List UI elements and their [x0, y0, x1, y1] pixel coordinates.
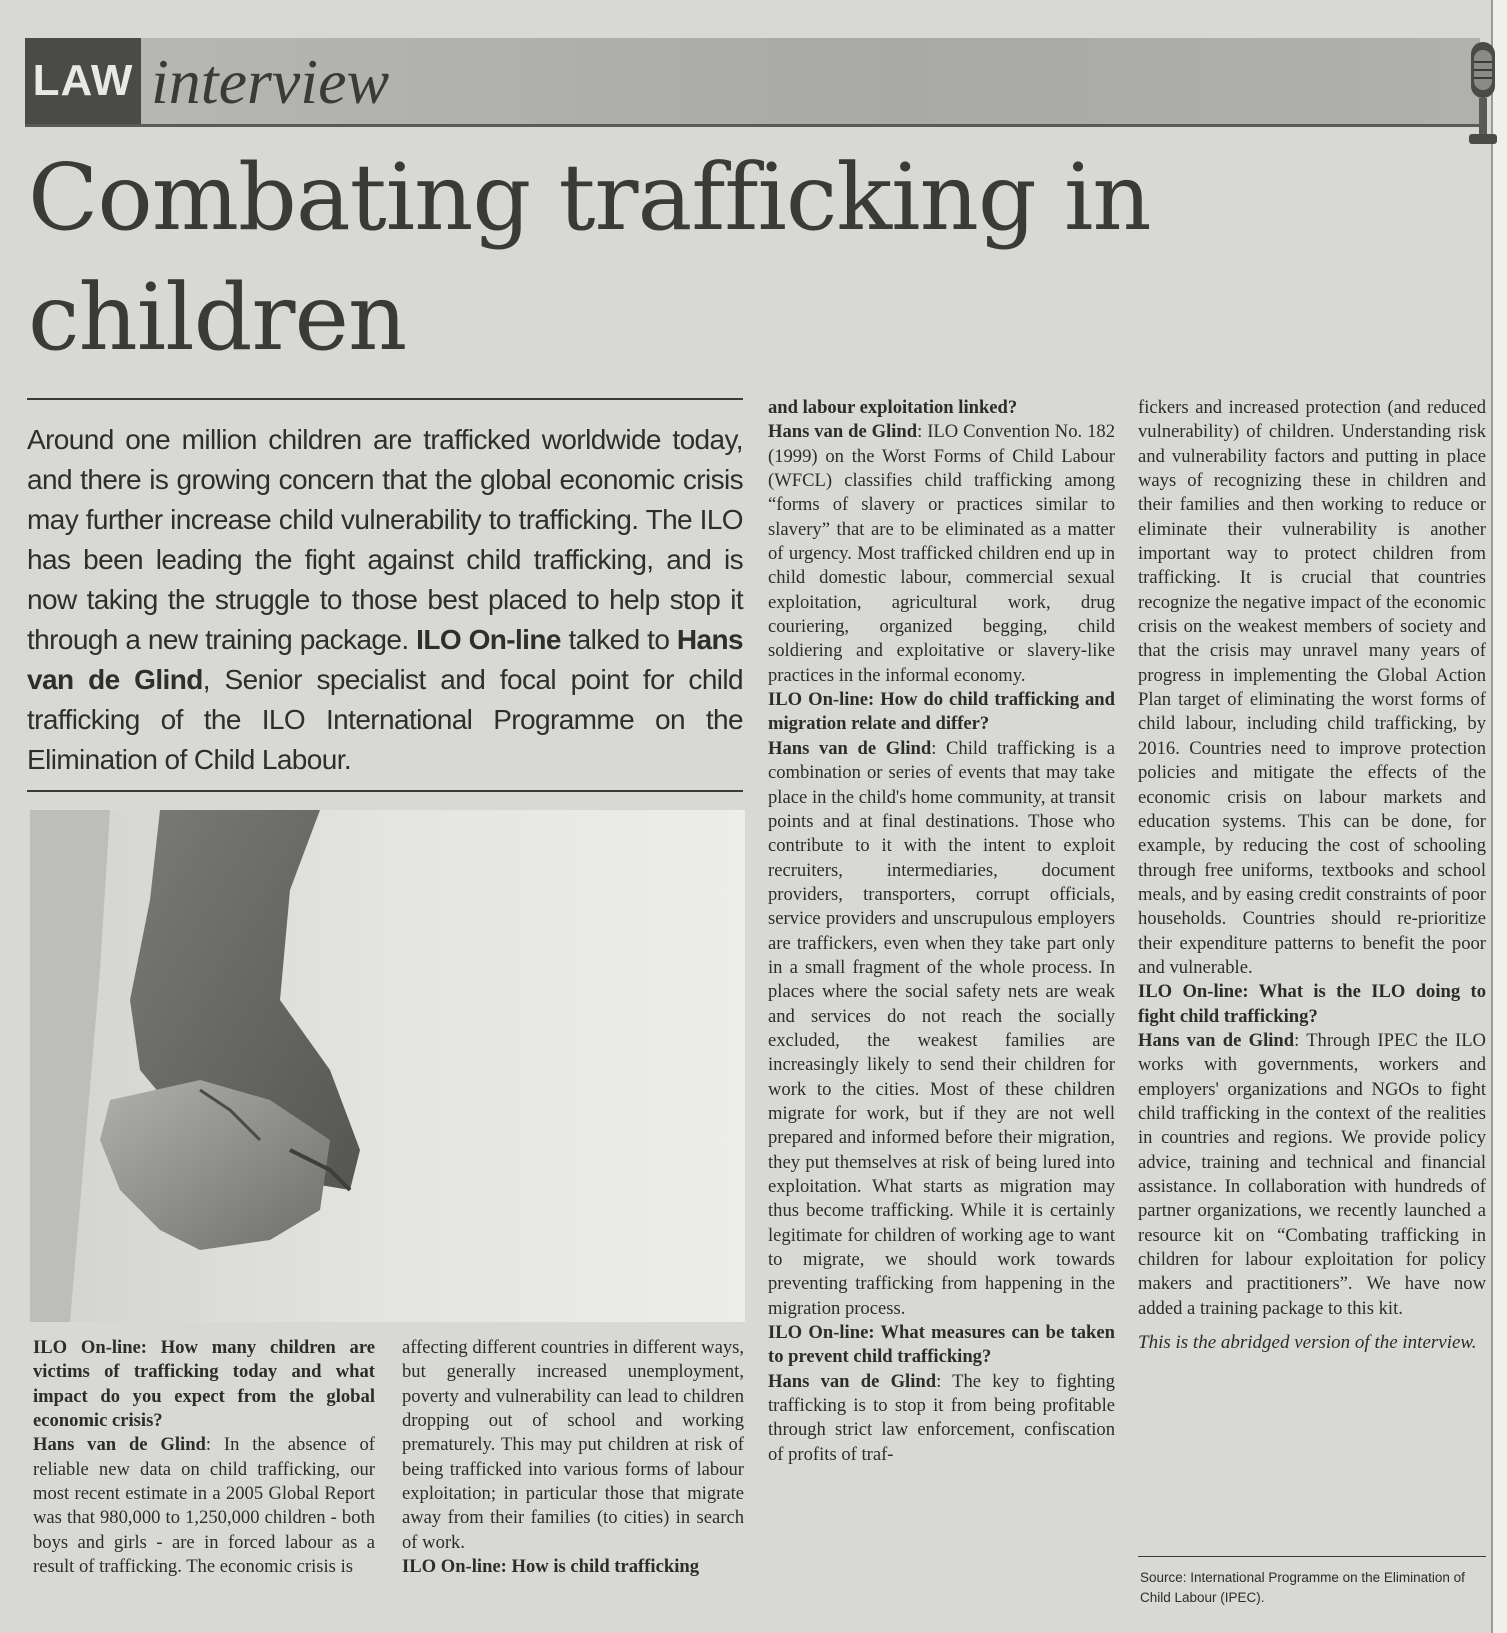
intro-bold-name: Hans van de Glind	[27, 624, 743, 695]
section-label: LAW	[25, 38, 141, 124]
source-credit: Source: International Programme on the Elimination of Child Labour (IPEC).	[1140, 1570, 1465, 1605]
intro-bottom-rule	[27, 790, 743, 792]
answer-3: : Child trafficking is a combination or series of events that may take place in the child's home community, at transit points and at final destinations. Those who contribute to it with the intent to exploit recruiters, intermediaries, document providers, transporters, corrupt officials, service providers and unscrupulous employers are traffickers, even when they take part only in a small fragment of the whole process. In places where the social safety nets are weak and services do not reach the socially excluded, the weakest families are increasingly likely to send their children for work to the cities. Most of these children migrate for work, but if they are not well prepared and informed before their migration, they put themselves at risk of being lured into exploitation. What starts as migration may thus become trafficking. While it is certainly legitimate for children of working age to want to migrate, we should work towards preventing trafficking from happening in the migration process.	[768, 737, 1115, 1319]
abridged-note: This is the abridged version of the interview.	[1138, 1332, 1477, 1354]
answer-5: : Through IPEC the ILO works with governments, workers and employers' organizations and NGOs to fight child trafficking in the context of the realities in countries and regions. We provide policy advice, training and technical and financial assistance. In collaboration with hundreds of partner organizations, we recently launched a resource kit on “Combating trafficking in children for labour exploitation for policy makers and practitioners”. We have now added a training package to this kit.	[1138, 1029, 1486, 1319]
question-5: ILO On-line: What is the ILO doing to fight child trafficking?	[1138, 981, 1486, 1027]
question-4: ILO On-line: What measures can be taken to prevent child trafficking?	[768, 1322, 1115, 1368]
intro-text-1: Around one million children are trafficked worldwide today, and there is growing concern that the global economic crisis may further increase child vulnerability to trafficking. The ILO has been leading the fight against child trafficking, and is now taking the struggle to those best placed to help stop it through a new training package.	[27, 424, 743, 655]
answer-1: : In the absence of reliable new data on child trafficking, our most recent estimate in a 2005 Global Report was that 980,000 to 1,250,000 children - both boys and girls - are in forced labour as a result of trafficking. The economic crisis is	[33, 1434, 375, 1578]
speaker-name: Hans van de Glind	[768, 737, 932, 759]
section-title: interview	[151, 46, 390, 117]
column-4	[1138, 396, 1486, 1355]
speaker-name: Hans van de Glind	[768, 421, 918, 443]
column-3	[768, 396, 1115, 1467]
speaker-name: Hans van de Glind	[768, 1370, 937, 1392]
speaker-name: Hans van de Glind	[33, 1434, 206, 1456]
intro-text-2: talked to	[568, 624, 670, 655]
answer-4-continued: fickers and increased protection (and reduced vulnerability) of children. Understanding risk and vulnerability factors and putting in place ways of recognizing these in children and their families and then working to reduce or eliminate their vulnerability is another important way to protect children from trafficking. It is crucial that countries recognize the negative impact of the economic crisis on the weakest members of society and that the crisis may unravel many years of progress in implementing the Global Action Plan target of eliminating the worst forms of child labour, including child trafficking, by 2016. Countries need to improve protection policies and mitigate the effects of the economic crisis on labour markets and education systems. This can be done, for example, by reducing the cost of schooling through free uniforms, textbooks and school meals, and by easing credit constraints of poor households. Countries should re-prioritize their expenditure patterns to benefit the poor and vulnerable.	[1138, 397, 1486, 978]
answer-2: : ILO Convention No. 182 (1999) on the Worst Forms of Child Labour (WFCL) classifies child trafficking among “forms of slavery or practices similar to slavery” that are to be eliminated as a matter of urgency. Most trafficked children end up in child domestic labour, commercial sexual exploitation, agricultural work, drug couriering, organized begging, child soldiering and exploitative or slavery-like practices in the informal economy.	[768, 421, 1115, 686]
microphone-icon	[1462, 40, 1504, 152]
column-2	[402, 1336, 744, 1579]
intro-text-3: , Senior specialist and focal point for child trafficking of the ILO International Programme on the Elimination of Child Labour.	[27, 664, 744, 775]
headline: Combating trafficking in children	[28, 144, 1151, 371]
question-2-end: and labour exploitation linked?	[768, 397, 1018, 418]
intro-paragraph	[27, 420, 743, 780]
source-rule	[1138, 1556, 1486, 1557]
section-banner	[25, 38, 1480, 127]
question-1: ILO On-line: How many children are victims of trafficking today and what impact do you expect from the global economic crisis?	[33, 1337, 375, 1432]
column-1	[33, 1336, 375, 1579]
answer-4: : The key to fighting trafficking is to stop it from being profitable through strict law enforcement, confiscation of profits of traf-	[768, 1370, 1115, 1465]
question-3: ILO On-line: How do child trafficking and migration relate and differ?	[768, 689, 1115, 735]
page-edge	[1491, 0, 1507, 1633]
intro-top-rule	[27, 398, 743, 400]
intro-bold-ilo: ILO On-line	[416, 624, 561, 655]
question-2-start: ILO On-line: How is child trafficking	[402, 1556, 700, 1578]
photo-holding-hands	[30, 810, 745, 1322]
answer-1-continued: affecting different countries in different ways, but generally increased unemployment, poverty and vulnerability can lead to children dropping out of school and working prematurely. This may put children at risk of being trafficked into various forms of labour exploitation; in particular those that migrate away from their families (to cities) in search of work.	[402, 1337, 744, 1553]
hands-illustration	[30, 810, 745, 1322]
speaker-name: Hans van de Glind	[1138, 1029, 1295, 1051]
